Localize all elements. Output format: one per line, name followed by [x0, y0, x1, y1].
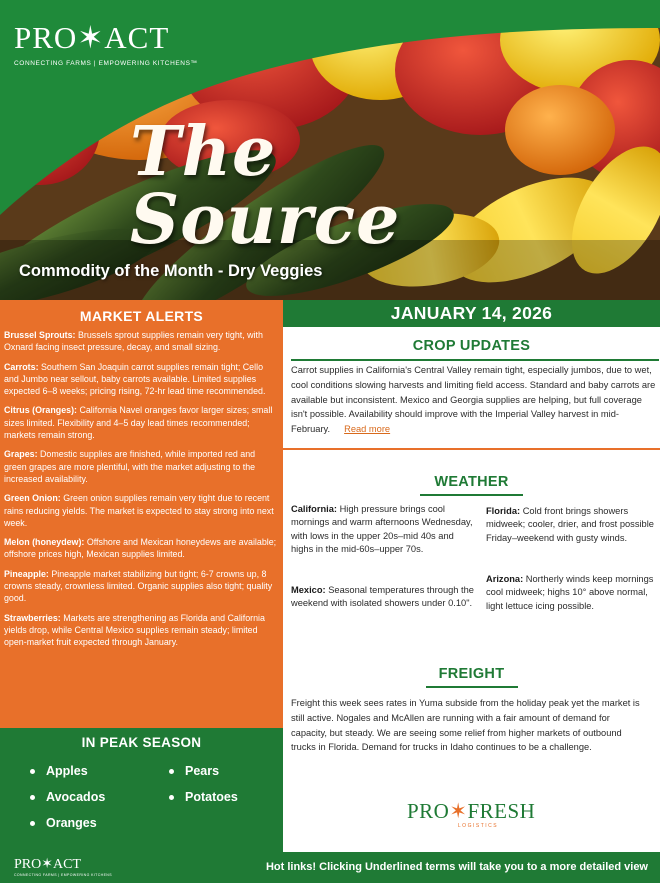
- list-item: Pears: [169, 764, 238, 790]
- logo-act: ACT: [104, 20, 170, 55]
- alert-melon: [4, 536, 280, 561]
- market-alerts-list: [0, 324, 283, 649]
- alert-text: Domestic supplies are finished, while imported red and green grapes are more plentiful, with the market adjusting to the increased availability.: [4, 449, 256, 484]
- alert-carrots: [4, 361, 280, 398]
- alert-name: Green Onion:: [4, 493, 61, 504]
- alert-text: Offshore and Mexican honeydews are available; offshore prices high, Mexican supplies limited.: [4, 537, 277, 560]
- footer-logo-star-icon: ✶: [41, 857, 53, 872]
- weather-arizona: [486, 573, 656, 613]
- weather-mexico: [291, 584, 477, 611]
- alert-name: Grapes:: [4, 449, 38, 460]
- footer-logo-pro: PRO: [14, 857, 42, 872]
- region-text: Seasonal temperatures through the weekend with isolated showers under 0.10".: [291, 585, 474, 609]
- weather-florida: [486, 505, 656, 545]
- region-name: Mexico:: [291, 585, 326, 595]
- region-text: Northerly winds keep mornings cool midweek; highs 10° above normal, light lettuce icing possible.: [486, 574, 654, 611]
- crop-updates-divider: [291, 359, 659, 361]
- alert-name: Melon (honeydew):: [4, 537, 85, 548]
- peak-season-heading: IN PEAK SEASON: [81, 735, 202, 750]
- list-item: Oranges: [30, 816, 105, 842]
- section-divider: [283, 448, 660, 450]
- market-alerts-heading: MARKET ALERTS: [79, 308, 204, 324]
- alert-text: Markets are strengthening as Florida and California yields drop, while Central Mexico supplies remain steady; limited open-market fruit expected through January.: [4, 612, 265, 648]
- issue-date: JANUARY 14, 2026: [283, 300, 660, 327]
- footer-logo: [14, 858, 112, 878]
- alert-name: Pineapple:: [4, 568, 49, 579]
- peak-season-panel: [0, 728, 283, 852]
- alert-citrus: [4, 404, 280, 441]
- weather-divider: [420, 494, 523, 496]
- hot-links-note: Hot links! Clicking Underlined terms will take you to a more detailed view: [265, 861, 648, 873]
- alert-text: Southern San Joaquin carrot supplies remain tight; Cello and Jumbo near sellout, baby carrots available. Limited supplies expected 6–8 weeks; pricing rising, 72-hr lead time recommended.: [4, 361, 266, 397]
- alert-text: Pineapple market stabilizing but tight; 6-7 crowns up, 8 crowns steady, crownless limited. Organic supplies also tight; quality good.: [4, 568, 273, 604]
- alert-brussel-sprouts: [4, 329, 280, 354]
- crop-updates-body: [291, 363, 659, 437]
- alert-name: Brussel Sprouts:: [4, 330, 76, 340]
- crop-updates-text: Carrot supplies in California's Central Valley remain tight, especially jumbos, due to wet, cool conditions slowing harvests and limiting field access. Standard and baby carrots are available but inconsistent. Mexico and Georgia supplies are helping, but full coverage isn't possible. Availability should improve with the Imperial Valley harvest in mid-February.: [291, 365, 656, 435]
- region-text: Cold front brings showers midweek; cooler, drier, and frost possible Friday–weekend with gusty winds.: [486, 506, 654, 543]
- logo-pro: PRO: [14, 20, 78, 55]
- region-text: High pressure brings cool mornings and warm afternoons Wednesday, with lows in the upper 20s–mid 40s and highs in the mid-60s–upper 70s.: [291, 504, 473, 554]
- read-more-link[interactable]: Read more: [344, 424, 391, 435]
- peak-season-list-1: [30, 764, 105, 842]
- hero-banner: [0, 0, 660, 300]
- footer-logo-act: ACT: [52, 857, 81, 872]
- profresh-sub: LOGISTICS: [457, 823, 499, 829]
- region-name: Arizona:: [486, 574, 524, 584]
- footer-logo-tagline: CONNECTING FARMS | EMPOWERING KITCHENS: [14, 873, 112, 877]
- profresh-logistics-logo: [407, 801, 549, 827]
- newsletter-title: The Source: [130, 112, 401, 260]
- freight-body: Freight this week sees rates in Yuma subside from the holiday peak yet the market is still active. Nogales and McAllen are running with a fair amount of demand for capacity, but steady. We are seeing some relief from higher markets of outbound trucks in Florida. Demand for trucks in Idaho continues to be a challenge.: [291, 698, 640, 753]
- alert-text: Brussels sprout supplies remain very tight, with Oxnard facing insect pressure, decay, and small sizing.: [4, 330, 263, 353]
- alert-name: Citrus (Oranges):: [4, 405, 77, 416]
- alert-text: Green onion supplies remain very tight due to recent rains reducing yields. The market is expected to stay strong into next week.: [4, 493, 274, 528]
- profresh-star-icon: ✶: [449, 799, 468, 823]
- freight-divider: [426, 686, 518, 688]
- footer-bar: [0, 852, 660, 883]
- logo-tagline: CONNECTING FARMS | EMPOWERING KITCHENS™: [14, 60, 198, 67]
- region-name: California:: [291, 504, 337, 514]
- region-name: Florida:: [486, 506, 521, 516]
- logo-star-icon: ✶: [77, 20, 105, 55]
- list-item: Avocados: [30, 790, 105, 816]
- crop-updates-heading: CROP UPDATES: [412, 338, 531, 354]
- alert-grapes: [4, 448, 280, 485]
- profresh-fresh: FRESH: [467, 799, 536, 823]
- peak-season-list-2: [169, 764, 238, 816]
- alert-green-onion: [4, 492, 280, 529]
- freight-heading: FREIGHT: [438, 666, 505, 682]
- alert-text: California Navel oranges favor larger sizes; small sizes limited. Flexibility and 4–5 day lead times recommended; markets remain strong.: [4, 405, 273, 441]
- proact-logo: [14, 22, 198, 67]
- list-item: Potatoes: [169, 790, 238, 816]
- list-item: Apples: [30, 764, 105, 790]
- weather-heading: WEATHER: [434, 474, 509, 490]
- alert-strawberries: [4, 612, 280, 649]
- market-alerts-panel: [0, 300, 283, 728]
- alert-name: Carrots:: [4, 361, 39, 372]
- commodity-of-month: Commodity of the Month - Dry Veggies: [19, 262, 323, 280]
- profresh-pro: PRO: [407, 799, 450, 823]
- alert-pineapple: [4, 568, 280, 605]
- weather-california: [291, 503, 477, 556]
- alert-name: Strawberries:: [4, 612, 61, 623]
